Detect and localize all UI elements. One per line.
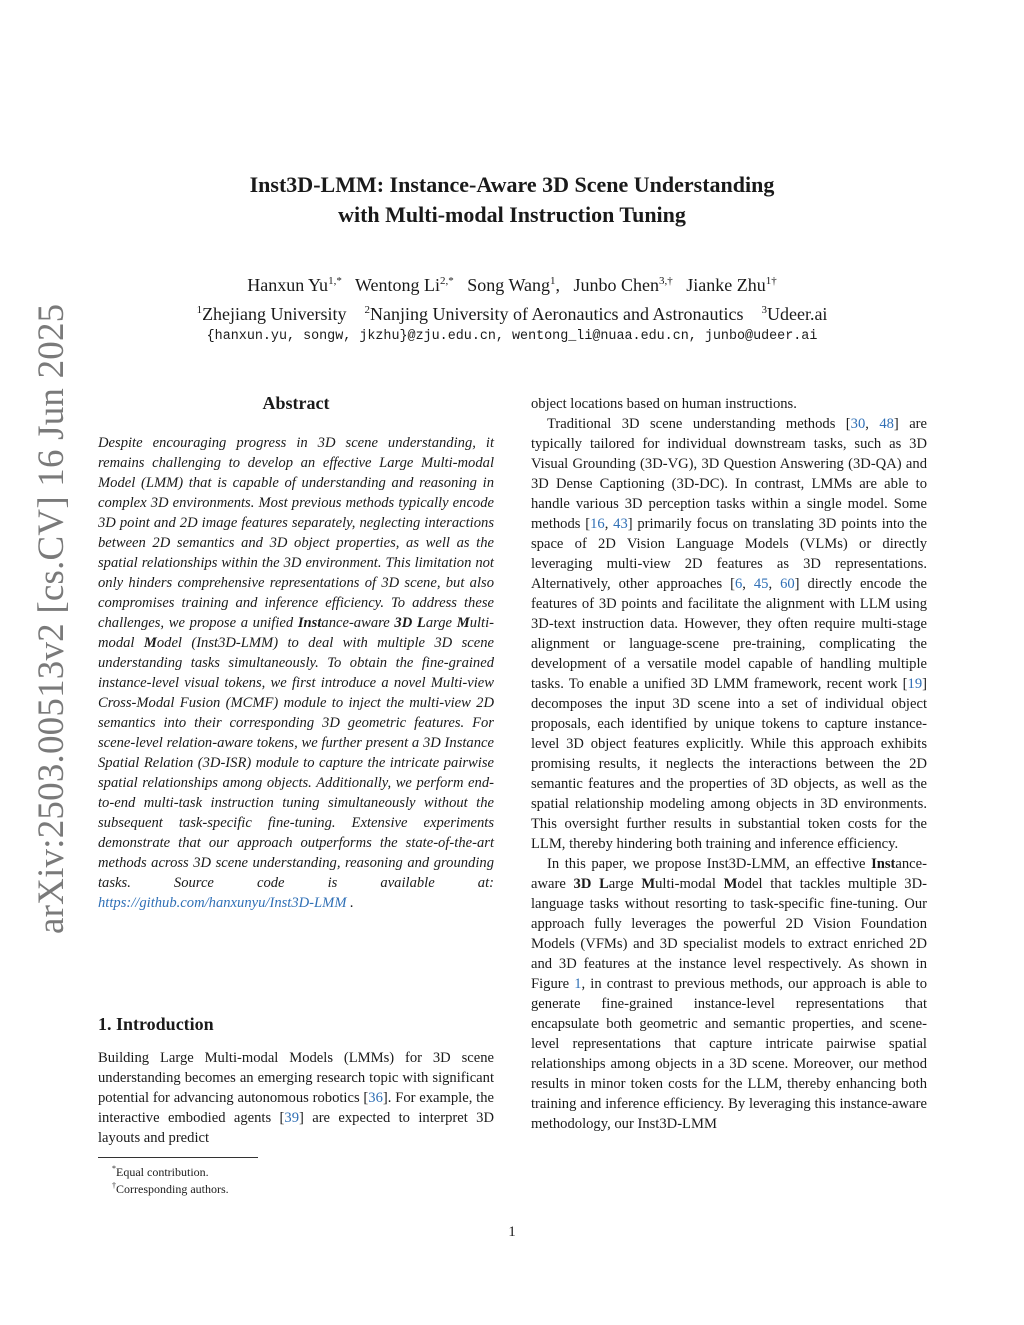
footnote-mark: †: [112, 1181, 116, 1190]
acronym-letter: Inst: [871, 856, 896, 872]
body-text: ] directly encode the features of 3D points and facilitate the alignment with LLM using 3D-text instruction data. However, they often require multi-stage alignment or language-scene pre-training, complicating the development of a versatile model capable of handling multiple tasks. To enable a unified 3D LMM framework, recent work [: [531, 576, 928, 692]
abstract-body: ulti-modal: [98, 615, 495, 651]
abstract-body: arge: [425, 615, 457, 631]
author-mark: 3,†: [659, 275, 673, 287]
page-number: 1: [508, 1224, 516, 1240]
acronym-letter: L: [416, 615, 426, 631]
paragraph-proposal: [531, 854, 927, 1134]
acronym-letter: M: [641, 876, 656, 892]
acronym-letter: 3D: [394, 615, 413, 631]
footnote-text: Corresponding authors.: [116, 1182, 229, 1196]
body-text: ] are typically tailored for individual downstream tasks, such as 3D Visual Grounding (3D-VG), 3D Question Answering (3D-QA) and 3D Dense Captioning (3D-DC). In contrast, LMMs are able to handle various 3D perception tasks within a single model. Some methods [: [531, 416, 928, 532]
figure-ref-link[interactable]: 1: [574, 976, 582, 992]
body-text: ,: [865, 416, 880, 432]
intro-body: ] are expected to interpret 3D layouts and predict: [98, 1110, 494, 1146]
body-text: Traditional 3D scene understanding methods [: [547, 416, 851, 432]
author-name: Wentong Li: [355, 275, 441, 295]
paper-title: [112, 170, 912, 230]
intro-body: ]. For example, the interactive embodied agents [: [98, 1090, 494, 1126]
body-text: ulti-modal: [655, 876, 724, 892]
citation-link[interactable]: 45: [753, 576, 769, 592]
body-text: arge: [608, 876, 642, 892]
author-mark: 1†: [765, 275, 777, 287]
body-text: , in contrast to previous methods, our approach is able to generate fine-grained instance-level representations that encapsulate both geometric and semantic properties, and scene-level representations that capture intricate pairwise spatial relationships among objects in a 3D scene. Moreover, our method results in minor token costs for the LLM, thereby enhancing both training and inference efficiency. By leveraging this instance-aware methodology, our Inst3D-LMM: [531, 976, 927, 1132]
author-mark: 1,*: [328, 275, 342, 287]
citation-link[interactable]: 36: [368, 1090, 383, 1106]
citation-link[interactable]: 6: [734, 576, 743, 592]
acronym-letter: Inst: [297, 615, 322, 631]
author-emails: {hanxun.yu, songw, jkzhu}@zju.edu.cn, wentong_li@nuaa.edu.cn, junbo@udeer.ai: [206, 329, 818, 344]
footnote-rule: [98, 1157, 258, 1158]
arxiv-stamp: arXiv:2503.00513v2 [cs.CV] 16 Jun 2025: [31, 303, 72, 934]
acronym-letter: 3D: [573, 876, 592, 892]
footnote-corresponding: [112, 1178, 229, 1197]
citation-link[interactable]: 16: [590, 516, 605, 532]
abstract-heading: Abstract: [262, 393, 330, 413]
source-code-link[interactable]: https://github.com/hanxunyu/Inst3D-LMM: [98, 895, 347, 911]
abstract-body: ance-aware: [321, 615, 395, 631]
section-heading-introduction: 1. Introduction: [98, 1014, 214, 1034]
intro-body: Building Large Multi-modal Models (LMMs) for 3D scene understanding becomes an emerging research topic with significant potential for advancing autonomous robotics [: [98, 1050, 494, 1106]
right-column-text: [531, 394, 927, 1134]
affil-num: 1: [196, 304, 203, 316]
abstract-body: Despite encouraging progress in 3D scene understanding, it remains challenging to develop an effective Large Multi-modal Model (LMM) that is capable of understanding and reasoning in complex 3D environments. Most previous methods typically encode 3D point and 2D image features separately, neglecting interactions between 2D semantics and 3D object properties, as well as the spatial relationships within the 3D environment. This limitation not only hinders comprehensive representations of 3D scene, but also compromises training and inference efficiency. To address these challenges, we propose a unified: [98, 435, 494, 631]
abstract-text: [98, 433, 494, 913]
paragraph-traditional: [531, 414, 927, 854]
body-text: ,: [604, 516, 614, 532]
affil-name: Udeer.ai: [766, 304, 828, 324]
author-name: Jianke Zhu: [686, 275, 766, 295]
citation-link[interactable]: 60: [780, 576, 795, 592]
affiliation-list: [112, 296, 912, 328]
title-line-2: with Multi-modal Instruction Tuning: [338, 202, 686, 227]
citation-link[interactable]: 48: [879, 416, 894, 432]
body-text: ] decomposes the input 3D scene into a set of individual object proposals, each identified by unique tokens to capture instance-level 3D object features explicitly. While this approach exhibits promising results, it neglects the interactions between the 2D semantic features and the properties of 3D objects, as well as the spatial relationship modeling among objects in 3D environments. This oversight further results in substantial token costs for the LLM, thereby hindering both training and inference efficiency.: [531, 676, 927, 852]
body-text: [591, 876, 599, 892]
acronym-letter: M: [723, 876, 738, 892]
body-text: ,: [768, 576, 781, 592]
author-mark: 2,*: [440, 275, 454, 287]
citation-link[interactable]: 39: [284, 1110, 299, 1126]
author-list: Hanxun $Yu^{1,*}$ Wentong $Li^{2,*}$ Song Wang$^1$, Junbo Chen$^{3,\dagger}$ Jianke Zhu$^{1\dagger}$: [247, 275, 777, 295]
body-text: ,: [742, 576, 754, 592]
acronym-letter: L: [599, 876, 609, 892]
citation-link[interactable]: 19: [907, 676, 923, 692]
citation-link[interactable]: 30: [850, 416, 866, 432]
abstract-body: .: [346, 895, 354, 911]
body-text: In this paper, we propose Inst3D-LMM, an effective: [547, 856, 872, 872]
footnote-text: Equal contribution.: [116, 1165, 209, 1179]
author-mark: 1: [550, 275, 556, 287]
body-text: odel that tackles multiple 3D-language tasks without resorting to task-specific fine-tuning. Our approach fully leverages the powerful 2D Vision Foundation Models (VFMs) and 3D specialist models to extract enriched 2D and 3D features at the instance level respectively. As shown in Figure: [531, 876, 927, 992]
affil-name: Zhejiang University: [202, 304, 347, 324]
acronym-letter: M: [143, 635, 157, 651]
author-name: Song Wang: [467, 275, 551, 295]
author-name: Junbo Chen: [573, 275, 660, 295]
title-line-1: Inst3D-LMM: Instance-Aware 3D Scene Understanding: [249, 172, 775, 197]
affil-num: 2: [364, 304, 371, 316]
footnote-mark: *: [112, 1164, 116, 1173]
body-text: ance-aware: [531, 856, 927, 892]
paragraph-continuation: [531, 394, 927, 414]
abstract-body: odel (Inst3D-LMM) to deal with multiple 3D scene understanding tasks simultaneously. To obtain the fine-grained instance-level visual tokens, we first introduce a novel Multi-view Cross-Modal Fusion (MCMF) module to inject the multi-view 2D semantics into their corresponding 3D geometric features. For scene-level relation-aware tokens, we further present a 3D Instance Spatial Relation (3D-ISR) module to capture the intricate pairwise spatial relationships among objects. Additionally, we perform end-to-end multi-task instruction tuning simultaneously without the subsequent task-specific fine-tuning. Extensive experiments demonstrate that our approach outperforms the state-of-the-art methods across 3D scene understanding, reasoning and grounding tasks. Source code is available at:: [98, 635, 494, 891]
citation-link[interactable]: 43: [613, 516, 628, 532]
author-name: Hanxun Yu: [247, 275, 329, 295]
body-text: object locations based on human instructions.: [531, 396, 797, 412]
acronym-letter: M: [456, 615, 470, 631]
intro-text: [98, 1048, 494, 1148]
affil-name: Nanjing University of Aeronautics and Astronautics: [370, 304, 744, 324]
body-text: ] primarily focus on translating 3D points into the space of 2D Vision Language Models (VLMs) or directly leveraging multi-view 2D features as 3D representations. Alternatively, other approaches [: [531, 516, 928, 592]
affil-num: 3: [761, 304, 767, 316]
